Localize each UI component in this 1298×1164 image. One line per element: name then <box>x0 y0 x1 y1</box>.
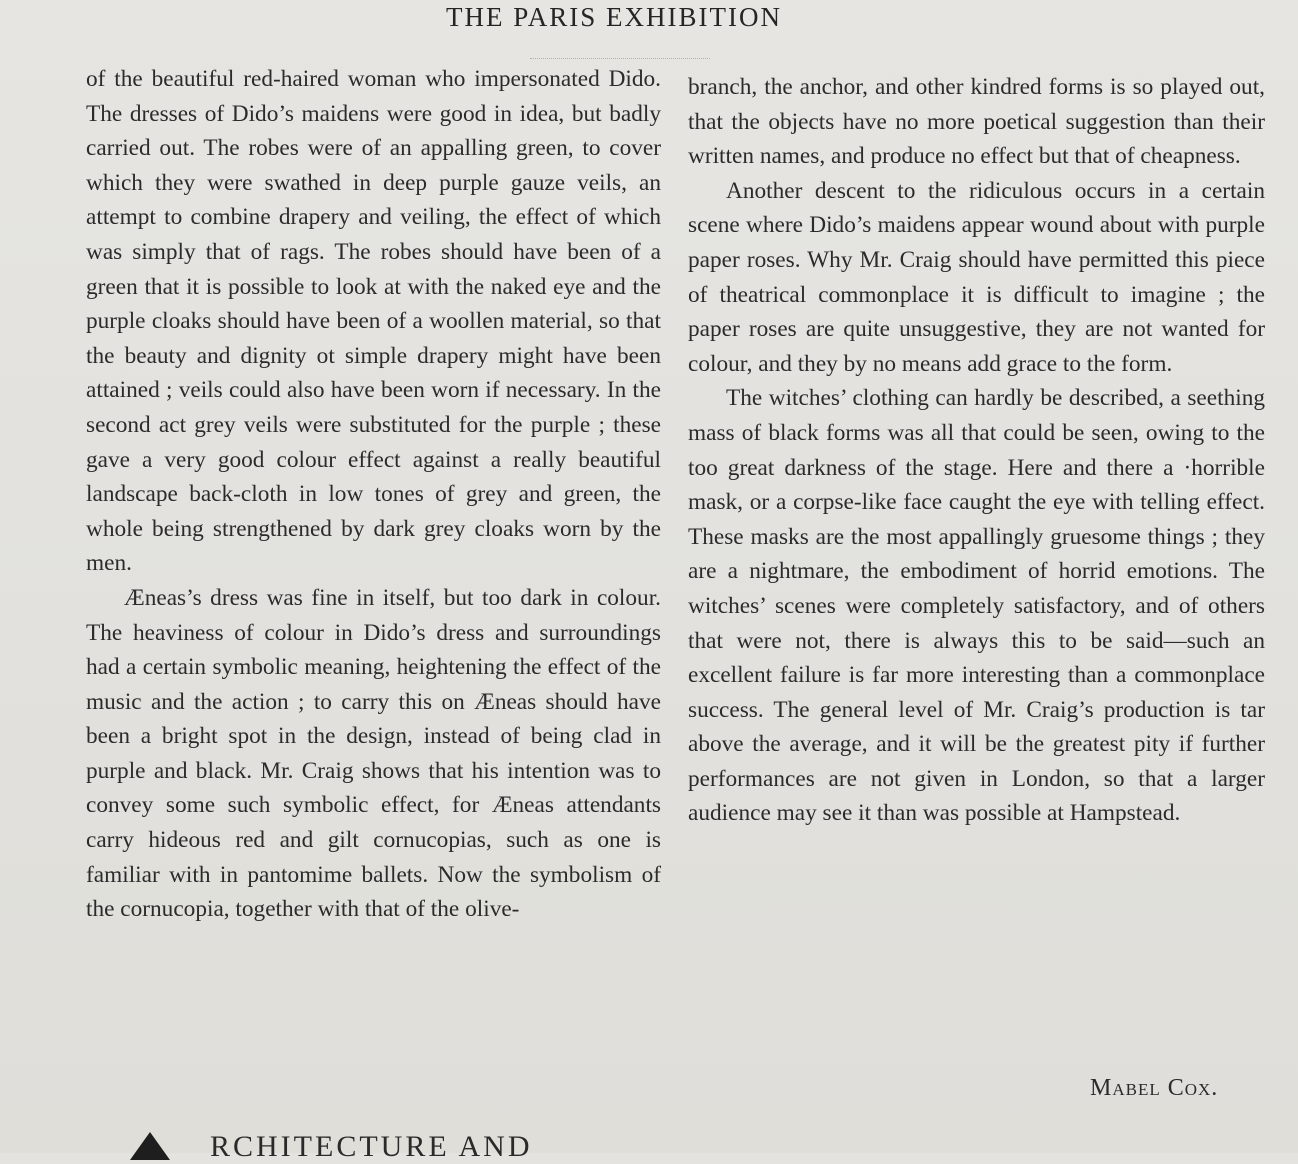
left-text-column <box>86 62 661 927</box>
running-title: THE PARIS EXHIBITION <box>446 2 782 32</box>
author-signature: Mabel Cox. <box>1090 1075 1219 1101</box>
paragraph: Another descent to the ridiculous occurs in a certain scene where Dido’s maidens appear wound about with purple paper roses. Why Mr. Craig should have permitted this piece of theatrical commonplace it is difficult to imagine ; the paper roses are quite unsuggestive, they are not wanted for colour, and they by no means add grace to the form. <box>688 177 1265 377</box>
next-article-heading: RCHITECTURE AND <box>210 1130 533 1163</box>
drop-cap-a-shape <box>130 1132 170 1160</box>
paragraph: of the beautiful red-haired woman who impersonated Dido. The dresses of Dido’s maidens were good in idea, but badly carried out. The robes were of an appalling green, to cover which they were swathed in deep purple gauze veils, an attempt to combine drapery and veiling, the effect of which was simply that of rags. The robes should have been of a green that it is possible to look at with the naked eye and the purple cloaks should have been of a woollen material, so that the beauty and dignity ot simple drapery might have been attained ; veils could also have been worn if necessary. In the second act grey veils were substituted for the purple ; these gave a very good colour effect against a really beautiful landscape back-cloth in low tones of grey and green, the whole being strengthened by dark grey cloaks worn by the men. <box>86 66 661 577</box>
paragraph: The witches’ clothing can hardly be described, a seething mass of black forms was all that could be seen, owing to the too great darkness of the stage. Here and there a ·horrible mask, or a corpse-like face caught the eye with telling effect. These masks are the most appallingly gruesome things ; they are a nightmare, the embodiment of horrid emotions. The witches’ scenes were completely satisfactory, and of others that were not, there is always this to be said—such an excellent failure is far more interesting than a commonplace success. The general level of Mr. Craig’s production is tar above the average, and it will be the greatest pity if further performances are not given in London, so that a larger audience may see it than was possible at Hampstead. <box>688 385 1265 827</box>
right-text-column <box>688 70 1265 831</box>
paragraph: Æneas’s dress was fine in itself, but too dark in colour. The heaviness of colour in Dido’s dress and surroundings had a certain symbolic meaning, heightening the effect of the music and the action ; to carry this on Æneas should have been a bright spot in the design, instead of being clad in purple and black. Mr. Craig shows that his intention was to convey some such symbolic effect, for Æneas attendants carry hideous red and gilt cornucopias, such as one is familiar with in pantomime ballets. Now the symbolism of the cornucopia, together with that of the olive- <box>86 584 661 923</box>
paragraph: branch, the anchor, and other kindred forms is so played out, that the objects have no more poetical suggestion than their written names, and produce no effect but that of cheapness. <box>688 74 1265 170</box>
